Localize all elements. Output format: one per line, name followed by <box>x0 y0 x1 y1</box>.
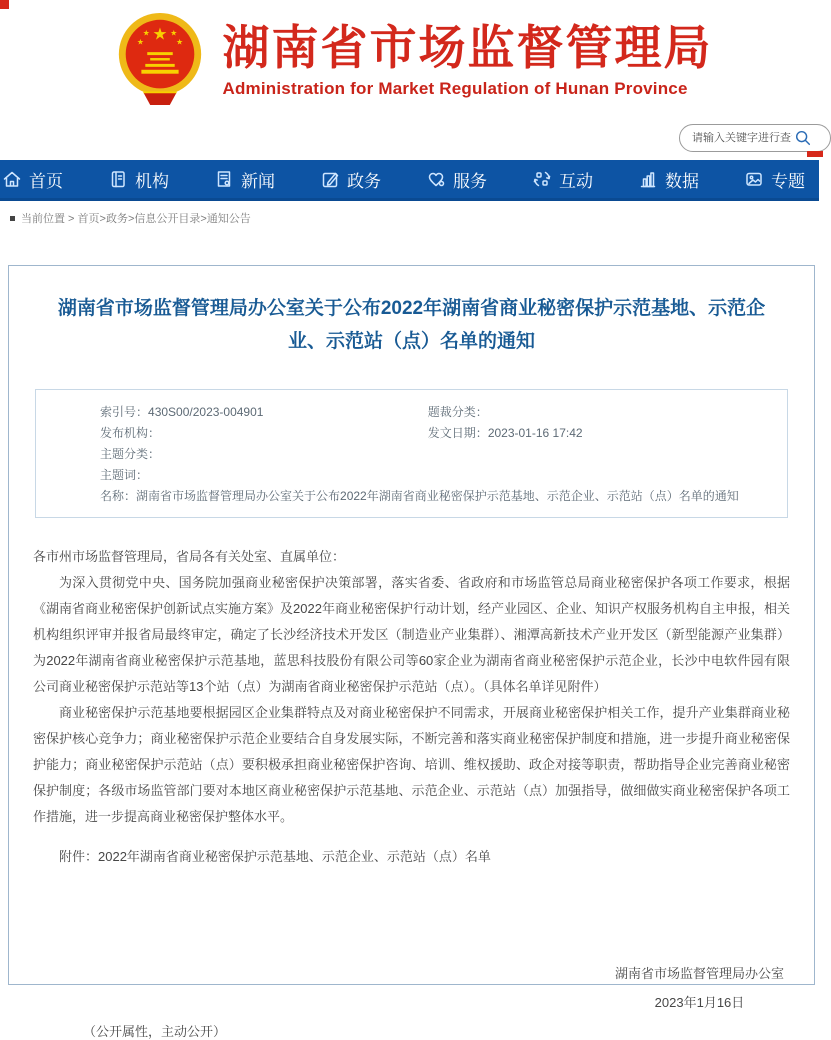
data-chart-icon <box>638 169 658 189</box>
svg-text:★: ★ <box>175 37 183 47</box>
nav-item-interact[interactable] <box>532 167 593 192</box>
svg-text:★: ★ <box>142 28 150 38</box>
nav-label: 新闻 <box>241 171 275 191</box>
document-title: 湖南省市场监督管理局办公室关于公布2022年湖南省商业秘密保护示范基地、示范企业、示范站（点）名单的通知 <box>57 298 766 353</box>
meta-issuing-agency: 发布机构： <box>100 425 161 440</box>
svg-text:★: ★ <box>136 37 144 47</box>
gov-affairs-pen-icon <box>320 169 340 189</box>
attachment-line: 附件：2022年湖南省商业秘密保护示范基地、示范企业、示范站（点）名单 <box>59 848 491 864</box>
document-body <box>33 544 790 830</box>
signature-block <box>33 961 790 1019</box>
site-title: 湖南省市场监督管理局 <box>222 20 713 74</box>
nav-item-news[interactable] <box>214 167 275 192</box>
salutation: 各市州市场监督管理局，省局各有关处室、直属单位： <box>33 548 346 564</box>
notice-article <box>8 265 815 1039</box>
nav-item-org[interactable] <box>108 167 169 192</box>
nav-label: 服务 <box>453 171 487 191</box>
search-input[interactable] <box>692 132 792 144</box>
meta-index-number: 索引号：430S00/2023-004901 <box>100 404 264 419</box>
svg-text:★: ★ <box>152 24 167 44</box>
nav-label: 数据 <box>665 171 699 191</box>
nav-item-data[interactable] <box>638 167 699 192</box>
meta-genre-category: 题裁分类： <box>427 404 488 419</box>
search-row <box>0 122 823 160</box>
national-emblem-logo <box>111 10 209 108</box>
nav-label: 政务 <box>347 171 381 191</box>
signature-date: 2023年1月16日 <box>654 994 745 1010</box>
body-paragraph: 商业秘密保护示范基地要根据园区企业集群特点及对商业秘密保护不同需求，开展商业秘密保护相关工作，提升产业集群商业秘密保护核心竞争力；商业秘密保护示范企业要结合自身发展实际，不断完善和落实商业秘密保护制度和措施，进一步提升商业秘密保护能力；商业秘密保护示范站（点）要积极承担商业秘密保护咨询、培训、维权援助、政企对接等职责，帮助指导企业完善商业秘密保护制度；各级市场监管部门要对本地区商业秘密保护示范基地、示范企业、示范站（点）加强指导，做细做实商业秘密保护各项工作措施，进一步提高商业秘密保护整体水平。 <box>33 704 790 824</box>
meta-topic-category: 主题分类： <box>100 446 161 461</box>
svg-text:★: ★ <box>169 28 177 38</box>
main-nav <box>0 160 819 201</box>
search-box[interactable] <box>679 124 831 152</box>
nav-item-service[interactable] <box>426 167 487 192</box>
body-paragraph: 为深入贯彻党中央、国务院加强商业秘密保护决策部署，落实省委、省政府和市场监管总局商业秘密保护各项工作要求，根据《湖南省商业秘密保护创新试点实施方案》及2022年商业秘密保护行动计划，经产业园区、企业、知识产权服务机构自主申报，相关机构组织评审并报省局最终审定，确定了长沙经济技术开发区（制造业产业集群）、湘潭高新技术产业开发区（新型能源产业集群）为2022年湖南省商业秘密保护示范基地，蓝思科技股份有限公司等60家企业为湖南省商业秘密保护示范企业，长沙中电软件园有限公司商业秘密保护示范站等13个站（点）为湖南省商业秘密保护示范站（点）。（具体名单详见附件） <box>33 574 790 694</box>
meta-issue-date: 发文日期：2023-01-16 17:42 <box>427 425 583 440</box>
breadcrumb-path[interactable]: 当前位置 > 首页>政务>信息公开目录>通知公告 <box>21 213 251 225</box>
breadcrumb-bullet-icon <box>10 216 15 221</box>
site-subtitle: Administration for Market Regulation of Hunan Province <box>222 79 688 99</box>
disclosure-note: （公开属性，主动公开） <box>83 1023 227 1039</box>
brand-text <box>223 19 713 100</box>
meta-name: 名称：湖南省市场监督管理局办公室关于公布2022年湖南省商业秘密保护示范基地、示范企业、示范站（点）名单的通知 <box>100 488 739 503</box>
organization-icon <box>108 169 128 189</box>
signature-org: 湖南省市场监督管理局办公室 <box>614 965 784 981</box>
nav-label: 机构 <box>135 171 169 191</box>
nav-label: 互动 <box>559 171 593 191</box>
home-icon <box>2 169 22 189</box>
nav-label: 专题 <box>771 171 805 191</box>
topics-picture-icon <box>744 169 764 189</box>
meta-keywords: 主题词： <box>100 467 149 482</box>
service-heart-icon <box>426 169 446 189</box>
breadcrumb <box>0 201 823 232</box>
brand <box>0 10 823 108</box>
nav-item-home[interactable] <box>2 167 63 192</box>
nav-red-artifact <box>807 151 823 157</box>
nav-item-topics[interactable] <box>744 167 805 192</box>
nav-item-gov[interactable] <box>320 167 381 192</box>
document-meta-box <box>35 389 788 518</box>
search-icon[interactable] <box>794 129 812 147</box>
site-header <box>0 0 823 122</box>
nav-label: 首页 <box>29 171 63 191</box>
news-icon <box>214 169 234 189</box>
interact-arrows-icon <box>532 169 552 189</box>
